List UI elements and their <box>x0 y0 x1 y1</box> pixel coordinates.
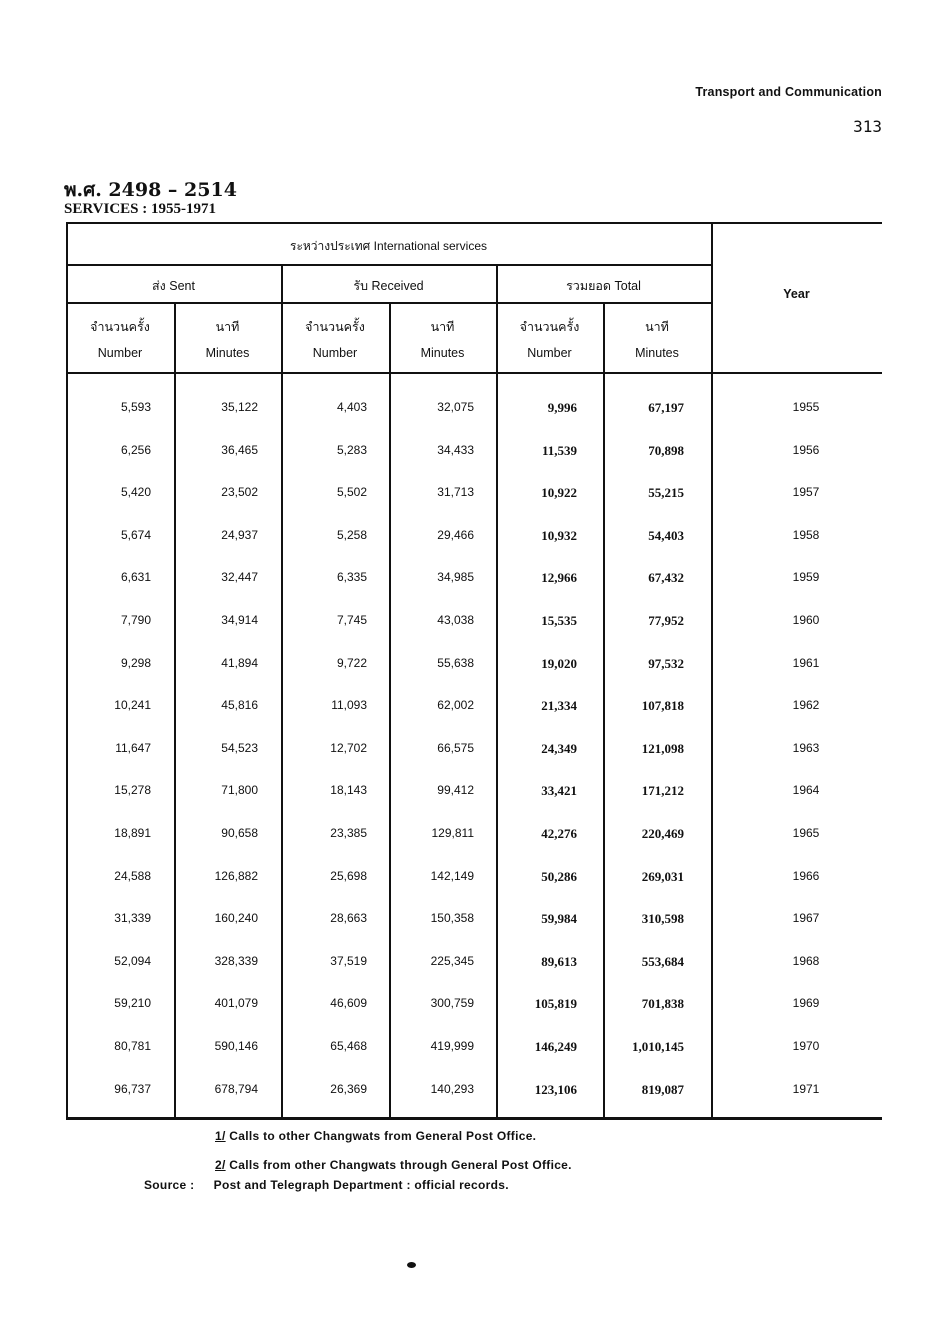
cell-sent-number: 5,593 <box>120 400 151 414</box>
table-row <box>66 741 882 784</box>
source-text: Post and Telegraph Department : official records. <box>213 1178 509 1192</box>
cell-total-number: 105,819 <box>534 996 577 1012</box>
cell-total-number: 42,276 <box>541 826 577 841</box>
cell-received-minutes: 29,466 <box>437 527 474 542</box>
cell-year: 1965 <box>792 826 820 840</box>
services-table <box>66 222 882 1120</box>
table-top-rule <box>66 222 882 224</box>
cell-sent-minutes: 35,122 <box>221 400 258 414</box>
cell-total-number: 33,421 <box>541 783 577 799</box>
cell-received-minutes: 43,038 <box>437 613 474 627</box>
cell-received-number: 37,519 <box>330 953 367 968</box>
cell-sent-minutes: 32,447 <box>221 570 258 585</box>
cell-total-minutes: 269,031 <box>641 868 684 884</box>
cell-year: 1957 <box>792 485 820 500</box>
col-header-thai: นาที <box>645 320 669 334</box>
cell-sent-number: 11,647 <box>115 740 151 755</box>
cell-received-minutes: 34,433 <box>437 442 474 457</box>
table-row <box>66 528 882 571</box>
cell-received-number: 46,609 <box>330 996 367 1011</box>
table-row <box>66 400 882 443</box>
cell-year: 1959 <box>792 570 820 585</box>
sub-header-total: รวมยอด Total <box>566 279 641 293</box>
cell-year: 1963 <box>792 740 820 755</box>
cell-total-number: 123,106 <box>534 1081 577 1097</box>
cell-received-minutes: 55,638 <box>437 655 474 670</box>
cell-sent-number: 5,674 <box>120 527 151 542</box>
col-header-thai: นาที <box>215 320 240 334</box>
cell-total-number: 10,932 <box>541 527 577 543</box>
cell-year: 1960 <box>792 613 820 627</box>
footnote-2 <box>215 1158 572 1172</box>
cell-total-minutes: 553,684 <box>641 953 684 969</box>
cell-total-number: 15,535 <box>541 613 577 628</box>
group-header-rule <box>66 264 712 266</box>
cell-sent-minutes: 23,502 <box>221 485 258 500</box>
cell-received-number: 12,702 <box>330 740 367 755</box>
cell-received-minutes: 300,759 <box>430 996 474 1011</box>
table-row <box>66 1082 882 1125</box>
cell-received-number: 5,258 <box>336 527 367 542</box>
cell-sent-minutes: 34,914 <box>221 613 258 627</box>
cell-sent-number: 52,094 <box>114 953 151 968</box>
title-thai: พ.ศ. 2498 – 2514 <box>64 179 237 201</box>
table-row <box>66 911 882 954</box>
cell-received-minutes: 32,075 <box>437 400 474 414</box>
cell-received-minutes: 62,002 <box>437 698 474 713</box>
cell-sent-minutes: 328,339 <box>214 953 258 968</box>
cell-year: 1956 <box>792 442 820 457</box>
cell-year: 1962 <box>792 698 820 713</box>
cell-received-minutes: 31,713 <box>437 485 474 500</box>
table-row <box>66 698 882 741</box>
cell-sent-number: 10,241 <box>114 698 151 713</box>
table-row <box>66 613 882 656</box>
cell-received-number: 7,745 <box>336 613 367 627</box>
col-header-en: Minutes <box>420 346 465 360</box>
cell-received-number: 65,468 <box>330 1039 367 1053</box>
col-header-en: Number <box>527 346 572 360</box>
cell-sent-number: 96,737 <box>114 1081 151 1096</box>
cell-received-number: 6,335 <box>336 570 367 585</box>
table-row <box>66 954 882 997</box>
cell-received-number: 11,093 <box>331 698 367 713</box>
cell-total-minutes: 70,898 <box>648 442 684 458</box>
footnote-1-text: Calls to other Changwats from General Post Office. <box>229 1129 537 1143</box>
cell-received-number: 9,722 <box>336 655 367 670</box>
cell-received-minutes: 142,149 <box>430 868 474 883</box>
cell-sent-number: 31,339 <box>114 911 151 926</box>
footnote-1-mark: 1/ <box>215 1129 226 1143</box>
col-header-en: Number <box>312 346 358 360</box>
cell-year: 1961 <box>792 655 820 670</box>
cell-total-minutes: 1,010,145 <box>632 1039 684 1054</box>
cell-received-number: 18,143 <box>330 783 367 798</box>
sub-header-received: รับ Received <box>353 279 424 293</box>
cell-received-minutes: 140,293 <box>430 1081 474 1096</box>
cell-sent-minutes: 90,658 <box>221 826 258 840</box>
cell-sent-minutes: 45,816 <box>221 698 258 713</box>
cell-total-number: 146,249 <box>534 1039 577 1054</box>
cell-received-minutes: 34,985 <box>437 570 474 585</box>
cell-received-minutes: 99,412 <box>437 783 474 798</box>
cell-sent-minutes: 160,240 <box>214 911 258 926</box>
cell-total-number: 24,349 <box>541 740 577 756</box>
cell-total-minutes: 54,403 <box>648 527 684 543</box>
cell-total-minutes: 171,212 <box>641 783 684 799</box>
col-header-en: Minutes <box>635 346 679 360</box>
table-row <box>66 656 882 699</box>
table-row <box>66 869 882 912</box>
source-note <box>144 1178 509 1192</box>
cell-received-number: 23,385 <box>330 826 367 840</box>
cell-year: 1971 <box>792 1081 820 1096</box>
cell-total-number: 19,020 <box>541 655 577 671</box>
cell-sent-minutes: 401,079 <box>214 996 258 1011</box>
cell-year: 1970 <box>792 1039 820 1053</box>
group-header-international: ระหว่างประเทศ International services <box>290 239 487 253</box>
cell-sent-number: 7,790 <box>120 613 151 627</box>
cell-received-minutes: 129,811 <box>431 826 474 840</box>
table-row <box>66 826 882 869</box>
header-bottom-rule <box>66 372 882 374</box>
cell-sent-minutes: 36,465 <box>221 442 258 457</box>
footnote-2-mark: 2/ <box>215 1158 226 1172</box>
cell-total-minutes: 220,469 <box>641 826 684 841</box>
cell-total-minutes: 107,818 <box>641 698 684 714</box>
source-label: Source : <box>144 1178 195 1192</box>
col-header-thai: จำนวนครั้ง <box>519 320 580 334</box>
cell-total-number: 12,966 <box>541 570 577 586</box>
cell-total-minutes: 77,952 <box>648 613 684 628</box>
cell-total-number: 11,539 <box>541 442 577 458</box>
cell-year: 1967 <box>792 911 820 926</box>
cell-received-number: 28,663 <box>330 911 367 926</box>
cell-sent-number: 18,891 <box>114 826 151 840</box>
cell-received-number: 5,283 <box>336 442 367 457</box>
cell-sent-number: 6,631 <box>120 570 151 585</box>
page-mark <box>407 1262 416 1268</box>
table-row <box>66 1039 882 1082</box>
cell-sent-number: 80,781 <box>114 1039 151 1053</box>
cell-year: 1968 <box>792 953 820 968</box>
cell-total-number: 89,613 <box>541 953 577 969</box>
cell-total-minutes: 67,197 <box>648 400 684 415</box>
cell-received-number: 4,403 <box>336 400 367 414</box>
cell-received-minutes: 419,999 <box>430 1039 474 1053</box>
cell-sent-number: 5,420 <box>120 485 151 500</box>
cell-received-number: 26,369 <box>330 1081 367 1096</box>
col-header-en: Number <box>97 346 143 360</box>
cell-total-number: 10,922 <box>541 485 577 501</box>
cell-sent-minutes: 24,937 <box>221 527 258 542</box>
cell-sent-minutes: 41,894 <box>221 655 258 670</box>
table-row <box>66 443 882 486</box>
cell-sent-number: 15,278 <box>114 783 151 798</box>
cell-sent-number: 6,256 <box>120 442 151 457</box>
cell-sent-minutes: 590,146 <box>214 1039 258 1053</box>
table-row <box>66 485 882 528</box>
footnote-2-text: Calls from other Changwats through General Post Office. <box>229 1158 572 1172</box>
col-header-year: Year <box>783 287 810 301</box>
cell-total-number: 59,984 <box>541 911 577 927</box>
cell-received-minutes: 150,358 <box>430 911 474 926</box>
cell-sent-number: 59,210 <box>114 996 151 1011</box>
cell-total-number: 9,996 <box>547 400 577 415</box>
col-header-thai: จำนวนครั้ง <box>305 320 365 334</box>
cell-total-number: 50,286 <box>541 868 577 884</box>
cell-total-minutes: 121,098 <box>641 740 684 756</box>
cell-sent-minutes: 678,794 <box>214 1081 258 1096</box>
cell-total-minutes: 97,532 <box>648 655 684 671</box>
cell-sent-minutes: 54,523 <box>221 740 258 755</box>
cell-year: 1955 <box>792 400 820 414</box>
cell-year: 1966 <box>792 868 820 883</box>
table-row <box>66 783 882 826</box>
cell-total-minutes: 55,215 <box>648 485 684 501</box>
cell-received-minutes: 66,575 <box>437 740 474 755</box>
table-row <box>66 996 882 1039</box>
cell-year: 1958 <box>792 527 820 542</box>
col-header-thai: นาที <box>430 320 455 334</box>
cell-received-minutes: 225,345 <box>430 953 474 968</box>
table-row <box>66 570 882 613</box>
footnote-1 <box>215 1129 536 1143</box>
col-header-en: Minutes <box>205 346 250 360</box>
cell-year: 1969 <box>792 996 820 1011</box>
title-english: SERVICES : 1955-1971 <box>64 201 216 217</box>
page-number: 313 <box>853 117 882 136</box>
cell-sent-number: 9,298 <box>120 655 151 670</box>
cell-total-minutes: 701,838 <box>641 996 684 1012</box>
cell-sent-minutes: 126,882 <box>214 868 258 883</box>
sub-header-sent: ส่ง Sent <box>152 279 195 293</box>
cell-total-number: 21,334 <box>541 698 577 714</box>
cell-sent-minutes: 71,800 <box>221 783 258 798</box>
cell-total-minutes: 67,432 <box>648 570 684 586</box>
section-header: Transport and Communication <box>695 85 882 99</box>
col-header-thai: จำนวนครั้ง <box>90 320 150 334</box>
cell-total-minutes: 310,598 <box>641 911 684 927</box>
cell-received-number: 5,502 <box>336 485 367 500</box>
cell-received-number: 25,698 <box>330 868 367 883</box>
cell-year: 1964 <box>792 783 820 798</box>
cell-sent-number: 24,588 <box>114 868 151 883</box>
cell-total-minutes: 819,087 <box>641 1081 684 1097</box>
